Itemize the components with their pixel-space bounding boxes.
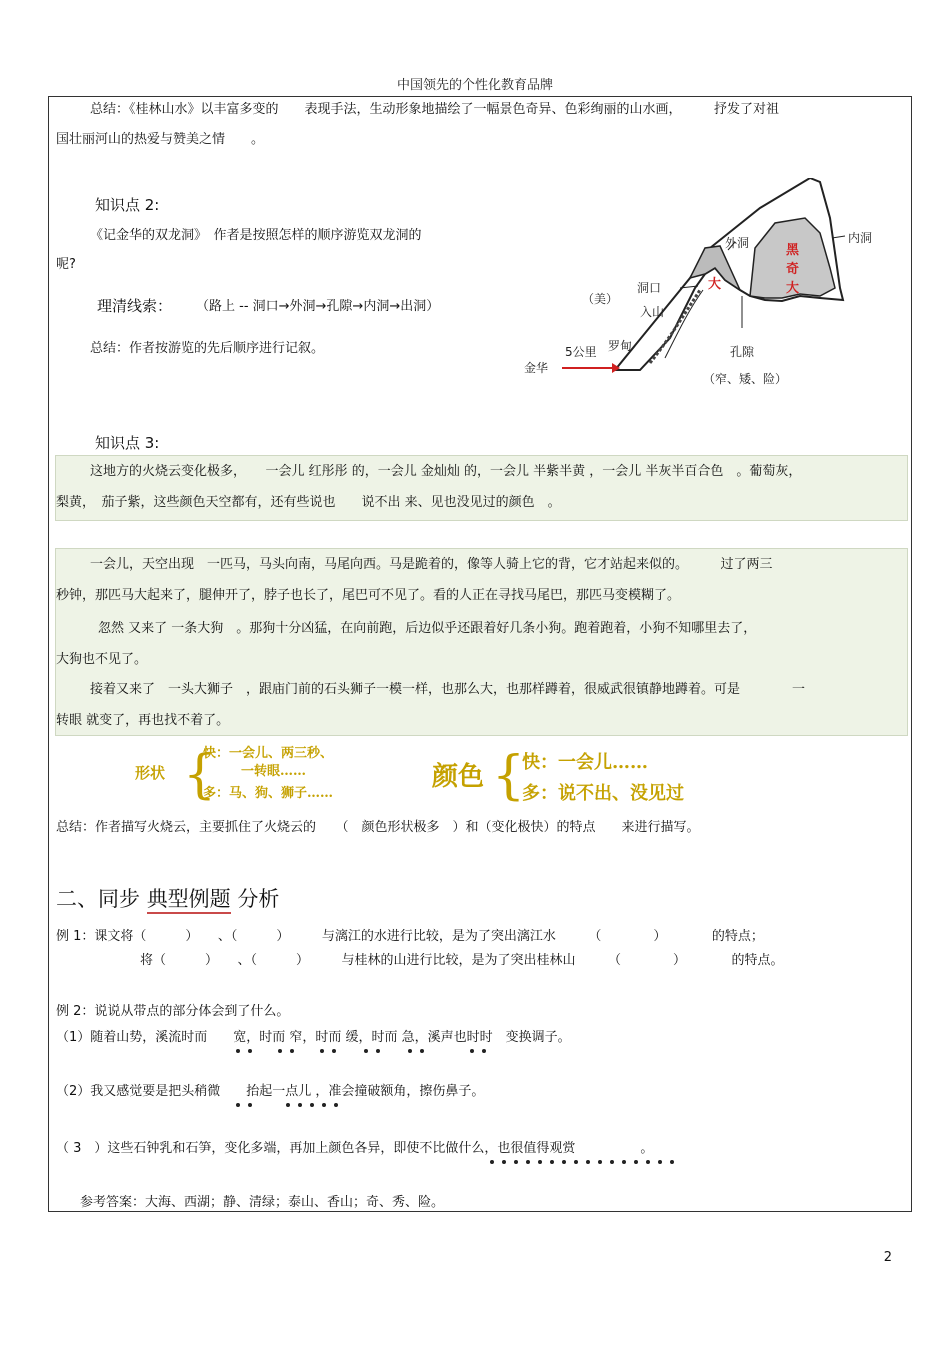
label-crevice-note: （窄、矮、险）: [703, 372, 788, 386]
kp3-passage-box-1: [55, 455, 908, 521]
label-black: 黑: [786, 243, 800, 258]
kp3-passage-2-line1: 一会儿，天空出现 一匹马，马头向南，马尾向西。马是跪着的，像等人骑上它的背，它才站起来似的。 过了两三: [90, 557, 773, 572]
label-crevice: 孔隙: [730, 345, 755, 359]
kp2-title: 知识点 2:: [95, 196, 160, 214]
shape-label: 形状: [135, 764, 166, 782]
kp3-passage-2-line3: 忽然 又来了 一条大狗 。那狗十分凶猛，在向前跑，后边似乎还跟着好几条小狗。跑着跑着，小狗不知哪里去了，: [98, 621, 757, 636]
label-distance: 5公里: [565, 345, 597, 359]
color-label: 颜色: [432, 762, 485, 792]
cave-route-diagram: [520, 178, 890, 393]
kp3-passage-2-line6: 转眼 就变了，再也找不着了。: [56, 713, 230, 728]
label-jinhua: 金华: [524, 361, 549, 375]
example2-q3-dots: [490, 1158, 682, 1164]
color-many: 多：说不出、没见过: [522, 783, 684, 804]
kp3-summary: 总结：作者描写火烧云，主要抓住了火烧云的 （ 颜色形状极多 ）和（变化极快）的特点 来进行描写。: [56, 820, 700, 835]
kp2-question-line1: 《记金华的双龙洞》 作者是按照怎样的顺序游览双龙洞的: [90, 228, 422, 243]
label-enter-mountain: 入山: [640, 305, 665, 319]
kp3-passage-2-line5: 接着又来了 一头大狮子 ，跟庙门前的石头狮子一模一样，也那么大，也那样蹲着，很威武很镇静地蹲着。可是 一: [90, 682, 806, 697]
kp2-clue: （路上 -- 洞口→外洞→孔隙→内洞→出洞）: [196, 299, 440, 314]
label-big-inner: 大: [786, 281, 800, 296]
label-big-outer: 大: [708, 277, 722, 292]
kp3-passage-1-line1: 这地方的火烧云变化极多， 一会儿 红彤彤 的，一会儿 金灿灿 的，一会儿 半紫半黄 ，一会儿 半灰半百合色 。葡萄灰，: [90, 464, 802, 479]
example2-q1: （1）随着山势，溪流时而 宽，时而 窄，时而 缓，时而 急，溪声也时时 变换调子。: [56, 1030, 571, 1045]
section2-suffix: 分析: [237, 887, 280, 911]
section2-heading: [56, 884, 279, 914]
label-outer-cave: 外洞: [725, 236, 750, 250]
page-number: 2: [883, 1250, 892, 1265]
example2-q1-dots: [236, 1047, 494, 1053]
color-brace: {: [492, 746, 526, 806]
shape-fast: 快：一会儿、两三秒、: [203, 746, 334, 761]
kp3-passage-box-2: [55, 548, 908, 736]
label-beauty: （美）: [582, 292, 619, 306]
section2-prefix: 二、同步: [56, 887, 140, 911]
page-header-title: 中国领先的个性化教育品牌: [396, 78, 553, 93]
kp2-summary: 总结：作者按游览的先后顺序进行记叙。: [90, 341, 325, 356]
kp2-clue-label: 理清线索：: [97, 297, 173, 315]
example2-title: 例 2：说说从带点的部分体会到了什么。: [56, 1004, 290, 1019]
example2-q2-dots: [236, 1101, 346, 1107]
shape-brace: {: [183, 745, 217, 805]
kp3-passage-1-line2: 梨黄， 茄子紫，这些颜色天空都有，还有些说也 说不出 来、见也没见过的颜色 。: [56, 495, 561, 510]
example2-q2: （2）我又感觉要是把头稍微 抬起一点儿 ，准会撞破额角，擦伤鼻子。: [56, 1084, 485, 1099]
label-cave-mouth: 洞口: [637, 281, 662, 295]
example2-q3: （ 3 ）这些石钟乳和石笋，变化多端，再加上颜色各异，即使不比做什么，也很值得观赏 。: [56, 1141, 654, 1156]
color-fast: 快：一会儿……: [522, 752, 648, 773]
answer-key: 参考答案：大海、西湖；静、清绿；泰山、香山；奇、秀、险。: [80, 1195, 445, 1210]
shape-many: 多：马、狗、狮子……: [203, 786, 334, 801]
kp3-passage-2-line2: 秒钟，那匹马大起来了，腿伸开了，脖子也长了，尾巴可不见了。看的人正在寻找马尾巴，那匹马变模糊了。: [56, 588, 681, 603]
kp3-passage-2-line4: 大狗也不见了。: [56, 652, 148, 667]
shape-fast-cont: 一转眼……: [241, 764, 307, 779]
label-odd: 奇: [786, 262, 800, 277]
example1-line1: 例 1：课文将（ ） 、（ ） 与漓江的水进行比较，是为了突出漓江水 （ ） 的特点；: [56, 929, 764, 944]
kp2-question-line2: 呢?: [56, 257, 76, 272]
summary-guilin-line2: 国壮丽河山的热爱与赞美之情 。: [56, 132, 265, 147]
inner-cave-pointer: [832, 236, 845, 238]
label-luodian: 罗甸: [608, 339, 633, 353]
kp3-title: 知识点 3:: [95, 434, 160, 452]
example1-line2: 将（ ） 、（ ） 与桂林的山进行比较，是为了突出桂林山 （ ） 的特点。: [140, 953, 784, 968]
label-inner-cave: 内洞: [848, 231, 873, 245]
section2-underlined: 典型例题: [147, 887, 231, 914]
summary-guilin-line1: 总结：《桂林山水》以丰富多变的 表现手法，生动形象地描绘了一幅景色奇异、色彩绚丽的山水画， 抒发了对祖: [90, 102, 780, 117]
